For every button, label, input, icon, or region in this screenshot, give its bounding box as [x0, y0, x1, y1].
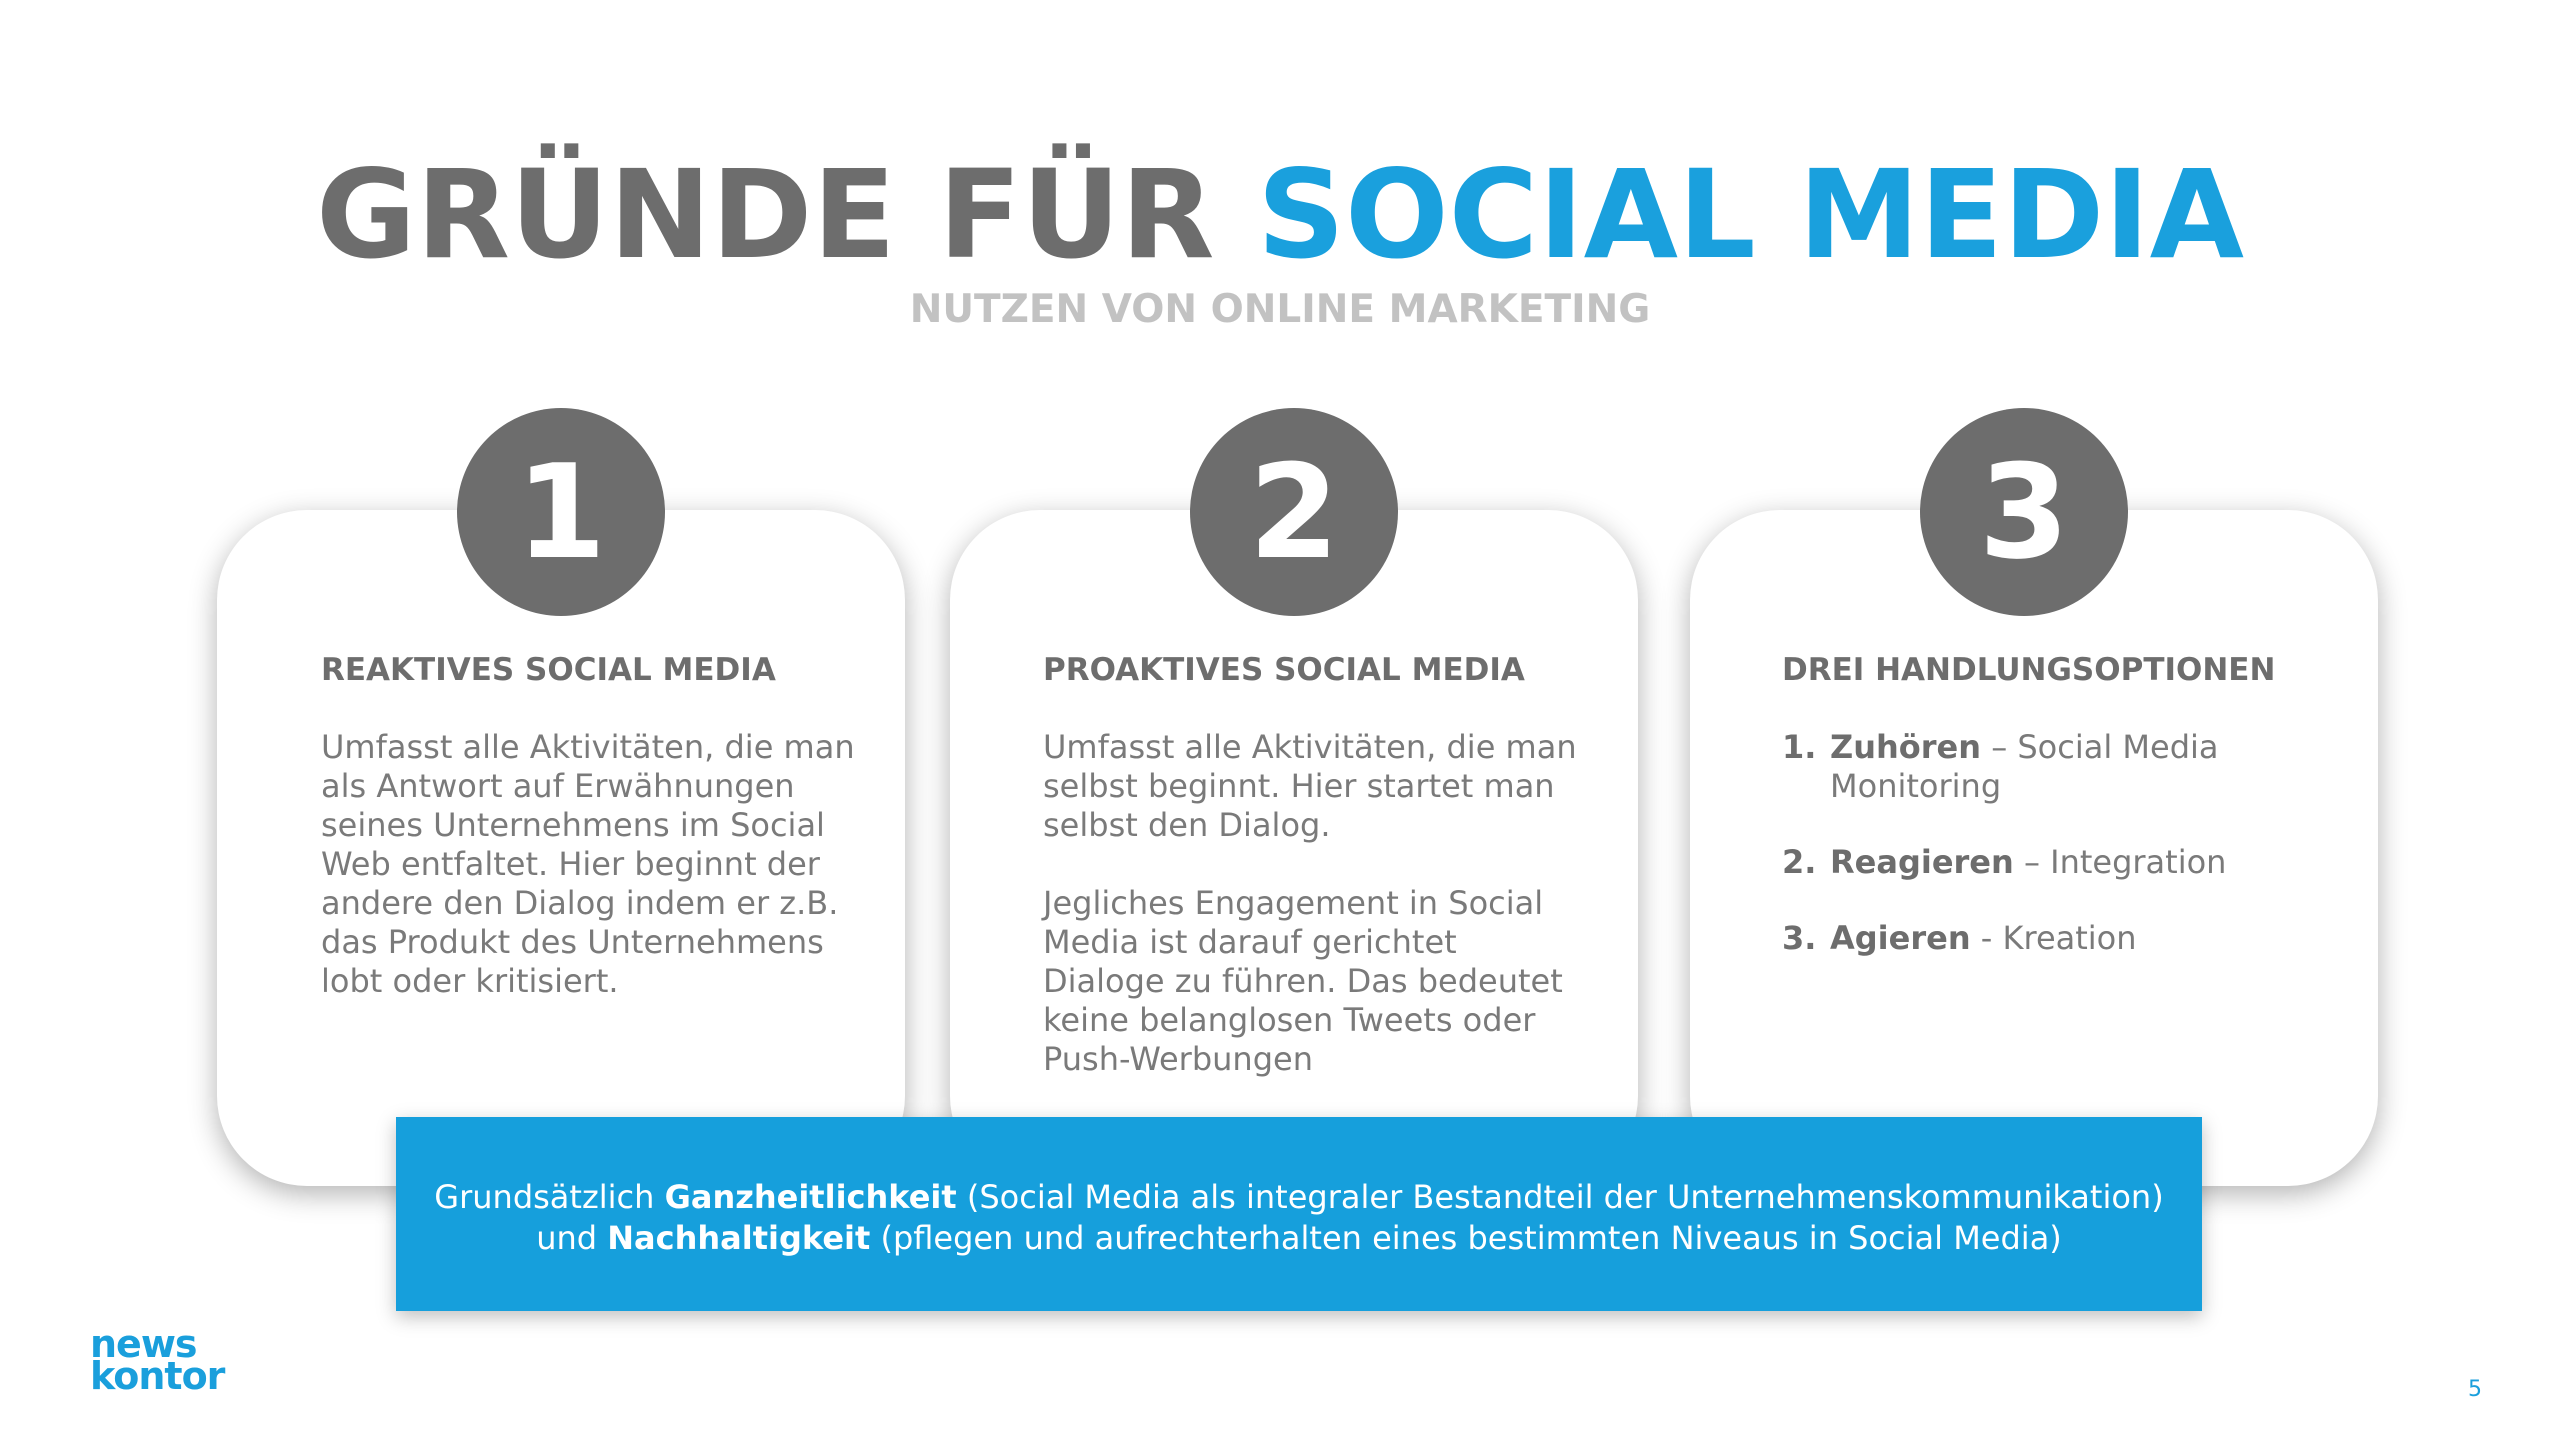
list-text: Integration — [2050, 843, 2227, 881]
list-number: 1. — [1782, 728, 1817, 766]
list-item — [1782, 919, 2348, 958]
logo-line-1: news — [90, 1322, 197, 1366]
banner-line-2 — [396, 1218, 2202, 1259]
number-badge-2: 2 — [1190, 408, 1398, 616]
list-text: Social Media Monitoring — [1830, 728, 2219, 805]
title-part-1: GRÜNDE FÜR — [315, 144, 1258, 286]
card-body — [321, 728, 855, 1040]
page-subtitle: NUTZEN VON ONLINE MARKETING — [909, 287, 1651, 332]
list-key: Zuhören — [1830, 728, 1982, 766]
card-paragraph: Umfasst alle Aktivitäten, die man selbst beginnt. Hier startet man selbst den Dialog. — [1043, 728, 1577, 844]
card-paragraph: Umfasst alle Aktivitäten, die man als Antwort auf Erwähnungen seines Unternehmens im Social Web entfaltet. Hier beginnt der andere den Dialog indem er z.B. das Produkt des Unternehmens lobt oder kritisiert. — [321, 728, 855, 1000]
title-part-2: SOCIAL MEDIA — [1257, 144, 2245, 286]
banner-keyword: Nachhaltigkeit — [607, 1219, 871, 1257]
banner-line-1 — [396, 1177, 2202, 1218]
list-separator: – — [2013, 843, 2051, 881]
logo-line-2: kontor — [90, 1354, 225, 1398]
banner-text: (pflegen und aufrechterhalten eines bestimmten Niveaus in Social Media) — [870, 1219, 2062, 1257]
list-item — [1782, 843, 2348, 882]
card-heading: DREI HANDLUNGSOPTIONEN — [1782, 652, 2276, 688]
banner-text: Grundsätzlich — [434, 1178, 665, 1216]
card-body — [1043, 728, 1588, 1118]
number-badge-1: 1 — [457, 408, 665, 616]
banner-text: (Social Media als integraler Bestandteil der Unternehmenskommunikation) — [956, 1178, 2164, 1216]
list-item — [1782, 728, 2348, 806]
banner-keyword: Ganzheitlichkeit — [664, 1178, 957, 1216]
page-number: 5 — [2468, 1377, 2482, 1402]
number-badge-3: 3 — [1920, 408, 2128, 616]
banner-text: und — [536, 1219, 608, 1257]
card-paragraph: Jegliches Engagement in Social Media ist darauf gerichtet Dialoge zu führen. Das bedeutet keine belanglosen Tweets oder Push-Werbungen — [1043, 884, 1563, 1078]
page-title — [0, 140, 2560, 290]
list-number: 2. — [1782, 843, 1817, 881]
card-heading: PROAKTIVES SOCIAL MEDIA — [1043, 652, 1525, 688]
list-separator: - — [1970, 919, 2003, 957]
list-key: Agieren — [1830, 919, 1971, 957]
newskontor-logo — [90, 1322, 225, 1398]
options-list — [1782, 728, 2348, 995]
list-separator: – — [1981, 728, 2018, 766]
list-key: Reagieren — [1830, 843, 2014, 881]
card-heading: REAKTIVES SOCIAL MEDIA — [321, 652, 776, 688]
list-text: Kreation — [2002, 919, 2137, 957]
list-number: 3. — [1782, 919, 1817, 957]
summary-banner — [396, 1117, 2202, 1311]
